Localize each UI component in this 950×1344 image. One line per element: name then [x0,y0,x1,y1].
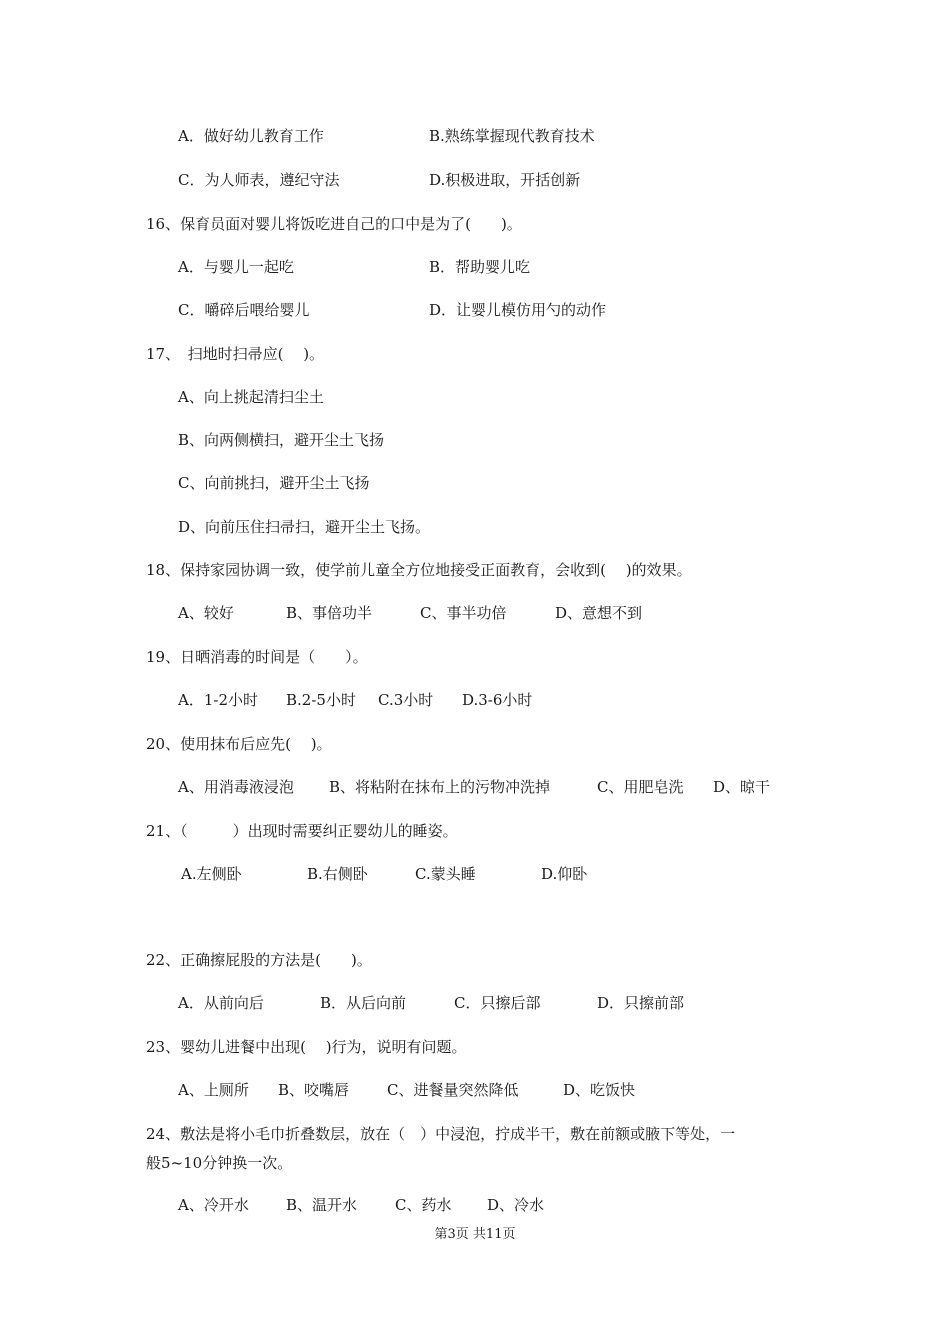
q21-stem: 21、（ ）出现时需要纠正婴幼儿的睡姿。 [146,822,458,840]
q23-option-d: D、吃饭快 [563,1081,636,1099]
q17-option-c: C、向前挑扫，避开尘土飞扬 [178,474,370,492]
q20-option-c: C、用肥皂洗 [597,778,684,796]
q15-option-a: A．做好幼儿教育工作 [178,127,324,145]
q19-option-a: A．1-2小时 [178,691,258,709]
q22-option-d: D．只擦前部 [597,994,685,1012]
q17-option-b: B、向两侧横扫，避开尘土飞扬 [178,431,385,449]
q21-option-c: C.蒙头睡 [415,865,476,883]
q24-option-d: D、冷水 [487,1196,545,1214]
q17-option-d: D、向前压住扫帚扫，避开尘土飞扬。 [178,518,431,536]
q15-option-c: C．为人师表，遵纪守法 [178,171,340,189]
q22-option-b: B．从后向前 [320,994,407,1012]
q21-option-a: A.左侧卧 [181,865,242,883]
q23-option-c: C、进餐量突然降低 [387,1081,519,1099]
q20-option-b: B、将粘附在抹布上的污物冲洗掉 [329,778,551,796]
q18-option-a: A、较好 [178,604,234,622]
q19-option-c: C.3小时 [378,691,434,709]
q20-stem: 20、使用抹布后应先( )。 [146,735,332,753]
q21-option-d: D.仰卧 [541,865,588,883]
q20-option-d: D、晾干 [713,778,771,796]
q18-option-c: C、事半功倍 [420,604,507,622]
q19-option-d: D.3-6小时 [462,691,533,709]
q16-option-b: B．帮助婴儿吃 [429,258,531,276]
q23-option-a: A、上厕所 [178,1081,249,1099]
q16-option-d: D．让婴儿模仿用勺的动作 [429,301,607,319]
q24-option-b: B、温开水 [286,1196,358,1214]
q24-stem-line1: 24、敷法是将小毛巾折叠数层，放在（ ）中浸泡，拧成半干，敷在前额或腋下等处，一 [146,1125,736,1143]
q16-option-c: C．嚼碎后喂给婴儿 [178,301,310,319]
q23-option-b: B、咬嘴唇 [278,1081,350,1099]
q19-option-b: B.2-5小时 [286,691,356,709]
q15-option-d: D.积极进取，开括创新 [429,171,581,189]
q16-stem: 16、保育员面对婴儿将饭吃进自己的口中是为了( )。 [146,215,522,233]
q22-option-a: A．从前向后 [178,994,264,1012]
q18-option-d: D、意想不到 [555,604,643,622]
q18-option-b: B、事倍功半 [286,604,373,622]
q17-stem: 17、 扫地时扫帚应( )。 [146,345,325,363]
q20-option-a: A、用消毒液浸泡 [178,778,294,796]
q21-option-b: B.右侧卧 [307,865,368,883]
q24-stem-line2: 般5~10分钟换一次。 [146,1154,293,1172]
q22-option-c: C．只擦后部 [454,994,541,1012]
q24-option-c: C、药水 [395,1196,452,1214]
q22-stem: 22、正确擦屁股的方法是( )。 [146,951,372,969]
q24-option-a: A、冷开水 [178,1196,249,1214]
page-number-footer: 第3页 共11页 [434,1227,516,1242]
q15-option-b: B.熟练掌握现代教育技术 [429,127,595,145]
q18-stem: 18、保持家园协调一致，使学前儿童全方位地接受正面教育，会收到( )的效果。 [146,561,692,579]
q17-option-a: A、向上挑起清扫尘土 [178,388,324,406]
q23-stem: 23、婴幼儿进餐中出现( )行为，说明有问题。 [146,1038,467,1056]
q19-stem: 19、日晒消毒的时间是（ ）。 [146,648,368,666]
q16-option-a: A．与婴儿一起吃 [178,258,294,276]
